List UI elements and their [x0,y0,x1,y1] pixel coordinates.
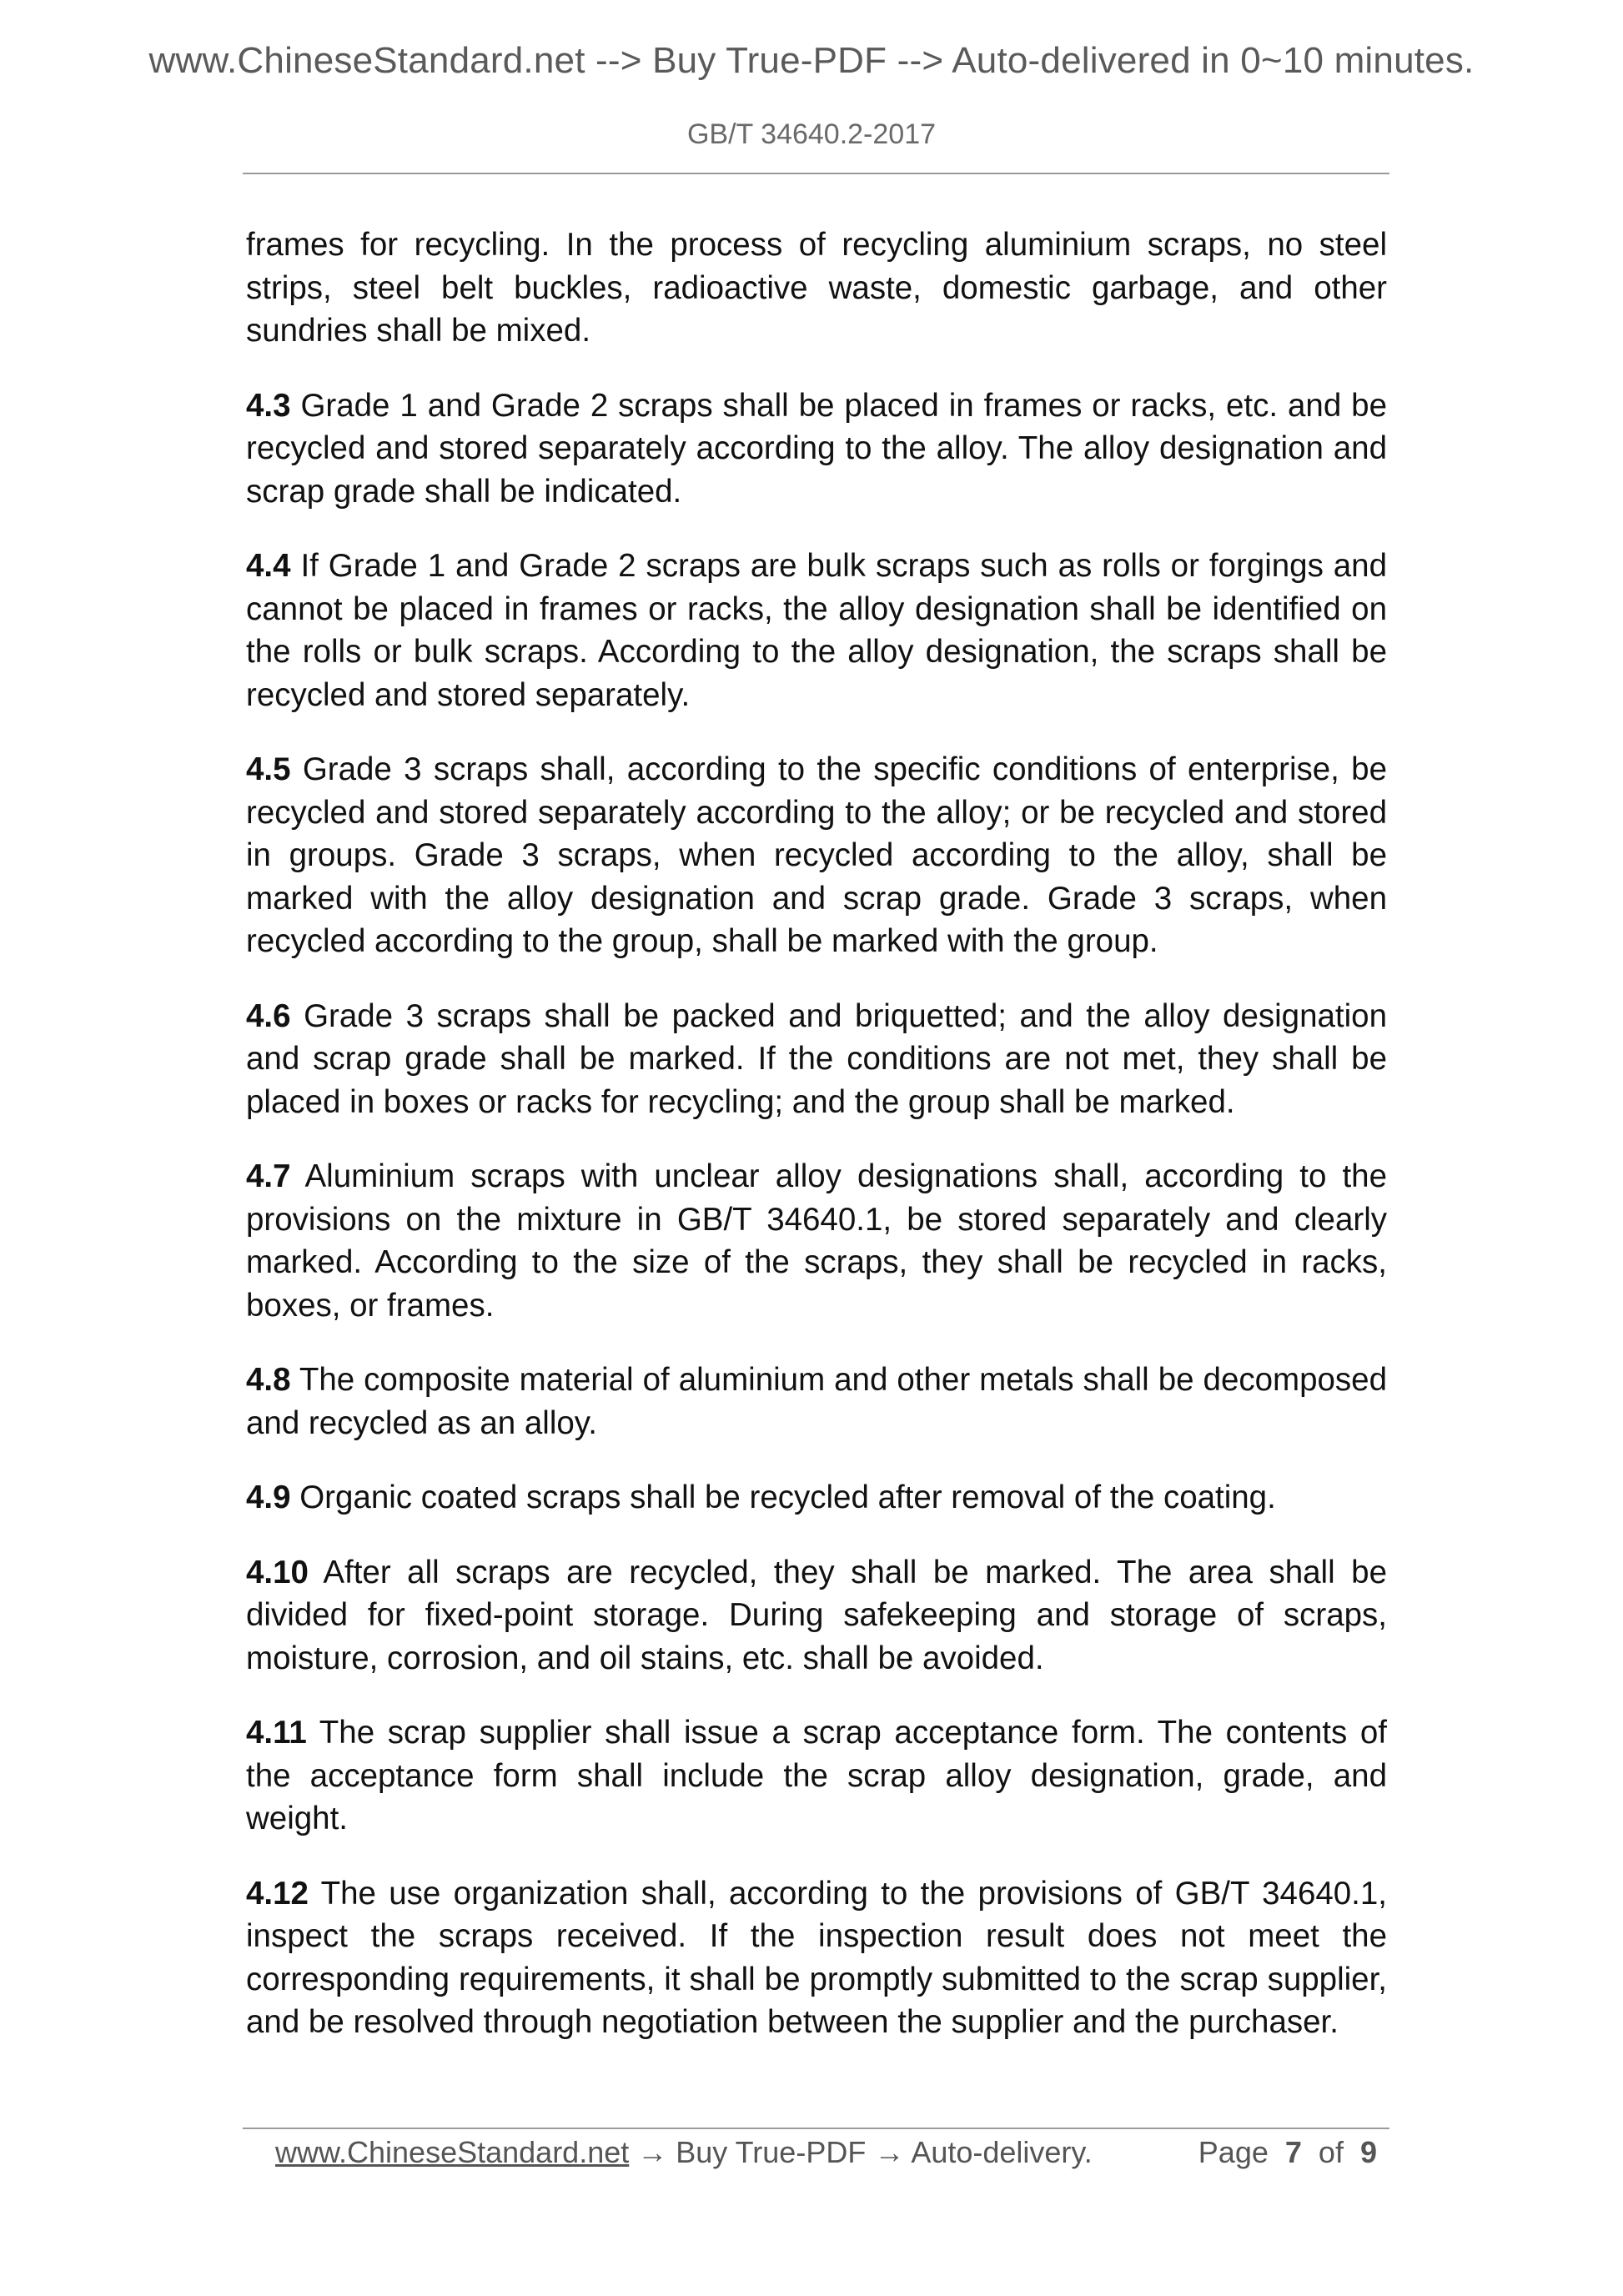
page-indicator [1198,2132,1377,2173]
header-divider [243,173,1389,174]
page-footer [275,2132,1389,2173]
clause-number: 4.12 [246,1875,309,1912]
clause-number: 4.11 [246,1715,307,1751]
clause-4-8 [246,1359,1387,1444]
clause-number: 4.4 [246,548,291,584]
clause-number: 4.3 [246,387,291,424]
footer-divider [243,2128,1389,2129]
clause-number: 4.10 [246,1554,309,1590]
clause-text: The composite material of aluminium and other metals shall be decomposed and recycled as an alloy. [246,1362,1387,1441]
clause-text: Organic coated scraps shall be recycled after removal of the coating. [290,1480,1276,1515]
footer-site-link[interactable]: www.ChineseStandard.net [275,2135,630,2169]
clause-number: 4.8 [246,1362,291,1398]
paragraph-text: frames for recycling. In the process of recycling aluminium scraps, no steel strips, steel belt buckles, radioactive waste, domestic garbage, and other sundries shall be mixed. [246,227,1387,349]
clause-text: Grade 3 scraps shall, according to the specific conditions of enterprise, be recycled and stored separately according to the alloy; or be recycled and stored in groups. Grade 3 scraps, when recycled according to the alloy, shall be marked with the alloy designation and scrap grade. Grade 3 scraps, when recycled according to the group, shall be marked with the group. [246,751,1387,959]
clause-text: The use organization shall, according to the provisions of GB/T 34640.1, inspect the scraps received. If the inspection result does not meet the corresponding requirements, it shall be promptly submitted to the scrap supplier, and be resolved through negotiation between the supplier and the purchaser. [246,1875,1387,2040]
clause-number: 4.9 [246,1480,291,1515]
clause-4-12 [246,1872,1387,2044]
clause-4-10 [246,1551,1387,1681]
paragraph-continued [246,224,1387,353]
page-of: of [1318,2135,1344,2169]
page-current: 7 [1284,2135,1302,2169]
clause-text: Grade 3 scraps shall be packed and briquetted; and the alloy designation and scrap grade shall be marked. If the conditions are not met, they shall be placed in boxes or racks for recycling; and the group shall be marked. [246,997,1387,1120]
clause-number: 4.6 [246,997,291,1034]
clause-text: Grade 1 and Grade 2 scraps shall be placed in frames or racks, etc. and be recycled and stored separately according to the alloy. The alloy designation and scrap grade shall be indicated. [246,387,1387,510]
clause-text: After all scraps are recycled, they shall be marked. The area shall be divided for fixed-point storage. During safekeeping and storage of scraps, moisture, corrosion, and oil stains, etc. shall be avoided. [246,1554,1387,1676]
clause-4-7 [246,1155,1387,1327]
clause-number: 4.5 [246,751,291,787]
clause-4-4 [246,545,1387,716]
page-total: 9 [1359,2135,1377,2169]
clause-number: 4.7 [246,1158,291,1194]
clause-text: If Grade 1 and Grade 2 scraps are bulk scraps such as rolls or forgings and cannot be placed in frames or racks, the alloy designation shall be identified on the rolls or bulk scraps. According to the alloy designation, the scraps shall be recycled and stored separately. [246,548,1387,713]
document-body [246,224,1387,2076]
clause-4-6 [246,995,1387,1124]
footer-tagline: → Buy True-PDF → Auto-delivery. [629,2135,1093,2169]
page-label: Page [1198,2135,1269,2169]
clause-4-9 [246,1476,1387,1520]
clause-4-11 [246,1711,1387,1841]
document-code: GB/T 34640.2-2017 [686,118,937,150]
clause-text: The scrap supplier shall issue a scrap acceptance form. The contents of the acceptance form shall include the scrap alloy designation, grade, and weight. [246,1715,1387,1836]
top-banner: www.ChineseStandard.net --> Buy True-PDF --> Auto-delivered in 0~10 minutes. [148,40,1475,81]
clause-4-3 [246,384,1387,514]
clause-text: Aluminium scraps with unclear alloy designations shall, according to the provisions on the mixture in GB/T 34640.1, be stored separately and clearly marked. According to the size of the scraps, they shall be recycled in racks, boxes, or frames. [246,1158,1387,1324]
clause-4-5 [246,748,1387,963]
